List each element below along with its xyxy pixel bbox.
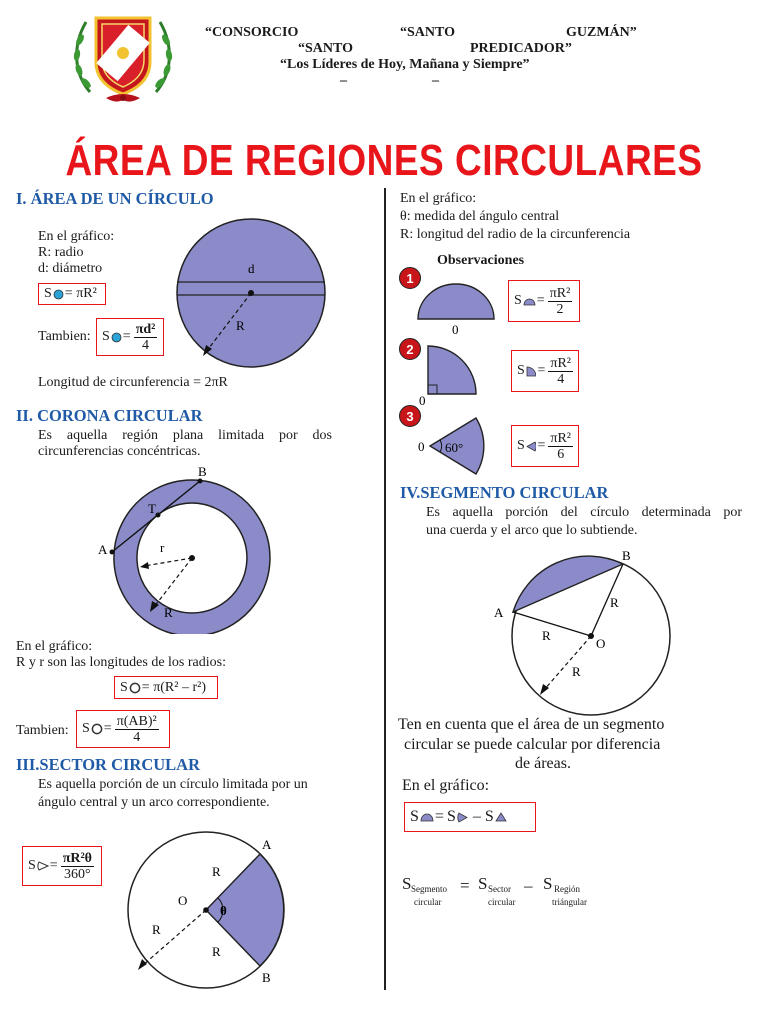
label-d: d bbox=[248, 261, 255, 276]
label-A: A bbox=[262, 837, 272, 852]
label-O: O bbox=[596, 636, 606, 651]
f2-numerator: π(AB)² bbox=[116, 713, 157, 729]
segment-difference-formula: S = S – S bbox=[404, 802, 536, 832]
circle-area-diameter-formula: S = $\frac{\text{πd²}}{4}$ bbox=[96, 318, 164, 356]
label-R-dashed: R bbox=[572, 664, 581, 679]
word-sub-circular-1: circular bbox=[414, 897, 442, 907]
word-sub-triangular: triángular bbox=[552, 897, 587, 907]
header-santo: “SANTO bbox=[400, 25, 455, 40]
semicircle-diagram bbox=[414, 282, 500, 338]
label-B: B bbox=[262, 970, 271, 985]
s4-desc-1: Es aquella porción del círculo determinada por bbox=[426, 505, 742, 520]
radius-definition: R: longitud del radio de la circunferencia bbox=[400, 227, 631, 242]
label-zero: 0 bbox=[418, 439, 425, 454]
word-sub-segmento: Segmento bbox=[411, 884, 447, 894]
label-zero: 0 bbox=[419, 393, 426, 406]
obs-1-denominator: 2 bbox=[556, 301, 564, 317]
label-B: B bbox=[198, 464, 207, 479]
s3-desc-2: ángulo central y un arco correspondiente. bbox=[38, 795, 270, 810]
header-consorcio: “CONSORCIO bbox=[205, 25, 299, 40]
obs-2-formula: S = $\frac{\text{πR²}}{4}$ bbox=[511, 350, 579, 392]
label-R: R bbox=[164, 605, 173, 620]
obs-3-formula: S = $\frac{\text{πR²}}{6}$ bbox=[511, 425, 579, 467]
right-en-grafico: En el gráfico: bbox=[400, 191, 477, 206]
annulus-formula-text: = π(R² – r²) bbox=[141, 679, 206, 695]
semicircle-icon bbox=[523, 297, 536, 306]
s4-en-grafico: En el gráfico: bbox=[402, 777, 490, 794]
radius-arrowhead bbox=[138, 959, 147, 970]
point-A bbox=[110, 550, 115, 555]
observaciones-heading: Observaciones bbox=[437, 253, 525, 268]
obs-3-numerator: πR² bbox=[550, 430, 571, 446]
label-A: A bbox=[98, 542, 108, 557]
quarter-circle-shape bbox=[428, 346, 476, 394]
semicircle-shape bbox=[418, 284, 494, 319]
header-predicador: PREDICADOR” bbox=[470, 41, 572, 56]
label-theta: θ bbox=[220, 903, 227, 918]
label-60: 60° bbox=[445, 440, 464, 455]
word-s1: S bbox=[402, 874, 412, 893]
s2-tambien: Tambien: bbox=[16, 723, 69, 738]
s1-longitud: Longitud de circunferencia = 2πR bbox=[38, 375, 228, 390]
word-sub-circular-2: circular bbox=[488, 897, 516, 907]
f2-numerator: πd² bbox=[135, 321, 156, 337]
annulus-area-formula: S = π(R² – r²) bbox=[114, 676, 218, 699]
sector-numerator: πR²θ bbox=[62, 850, 92, 866]
triangle-icon bbox=[495, 812, 507, 822]
sector-diagram bbox=[108, 830, 288, 990]
sector-denominator: 360° bbox=[64, 866, 91, 882]
label-O: O bbox=[178, 893, 188, 908]
page-title: ÁREA DE REGIONES CIRCULARES bbox=[65, 136, 703, 185]
header-dash-2: – bbox=[432, 73, 439, 88]
f2-denominator: 4 bbox=[133, 729, 141, 745]
word-s3: S bbox=[543, 874, 553, 893]
sector-icon bbox=[37, 860, 49, 872]
label-R-bottom: R bbox=[212, 944, 221, 959]
s2-desc-2: circunferencias concéntricas. bbox=[38, 444, 201, 459]
annulus-chord-formula: S = $\frac{\text{π(AB)²}}{4}$ bbox=[76, 710, 170, 748]
section-1-heading: I. ÁREA DE UN CÍRCULO bbox=[16, 189, 214, 208]
s1-tambien: Tambien: bbox=[38, 329, 91, 344]
word-sub-region: Región bbox=[554, 884, 580, 894]
inner-radius-arrowhead bbox=[140, 562, 149, 569]
note-line-1: Ten en cuenta que el área de un segmento bbox=[398, 716, 665, 733]
theta-definition: θ: medida del ángulo central bbox=[400, 209, 560, 224]
label-R-chord: R bbox=[610, 595, 619, 610]
point-T bbox=[156, 513, 161, 518]
obs-2-denominator: 4 bbox=[557, 371, 565, 387]
label-B: B bbox=[622, 548, 631, 563]
inner-radius-line bbox=[144, 558, 192, 566]
label-R-top: R bbox=[212, 864, 221, 879]
ring-icon bbox=[129, 682, 141, 694]
quarter-circle-diagram bbox=[416, 342, 488, 406]
word-minus: – bbox=[524, 876, 533, 895]
s2-en-grafico: En el gráfico: bbox=[16, 639, 93, 654]
segment-diagram bbox=[490, 542, 690, 718]
outer-radius-line bbox=[154, 558, 192, 607]
word-sub-sector: Sector bbox=[488, 884, 511, 894]
sector-icon bbox=[457, 812, 468, 823]
circle-icon bbox=[53, 289, 64, 300]
column-divider bbox=[384, 188, 386, 990]
circle-area-formula-text: = πR² bbox=[64, 286, 97, 301]
sixty-degree-sector-diagram bbox=[414, 412, 494, 476]
obs-1-numerator: πR² bbox=[549, 285, 571, 301]
obs-2-badge: 2 bbox=[399, 338, 421, 360]
label-R-left: R bbox=[152, 922, 161, 937]
quarter-circle-icon bbox=[526, 366, 537, 377]
point-B bbox=[198, 479, 203, 484]
header-guzman: GUZMÁN” bbox=[566, 25, 637, 40]
label-r: r bbox=[160, 540, 165, 555]
header-motto: “Los Líderes de Hoy, Mañana y Siempre” bbox=[280, 57, 530, 72]
note-line-2: circular se puede calcular por diferencia bbox=[404, 736, 661, 753]
obs-1-formula: S = $\frac{\text{πR²}}{2}$ bbox=[508, 280, 580, 322]
circle-area-formula: S = πR² bbox=[38, 283, 106, 305]
f2-denominator: 4 bbox=[142, 337, 150, 353]
ring-icon bbox=[91, 723, 103, 735]
s2-radios: R y r son las longitudes de los radios: bbox=[16, 655, 226, 670]
note-line-3: de áreas. bbox=[515, 755, 571, 772]
label-zero: 0 bbox=[452, 322, 459, 337]
obs-3-badge: 3 bbox=[399, 405, 421, 427]
section-2-heading: II. CORONA CIRCULAR bbox=[16, 406, 203, 425]
label-R-OA: R bbox=[542, 628, 551, 643]
header-santo-2: “SANTO bbox=[298, 41, 353, 56]
label-R: R bbox=[236, 318, 245, 333]
segment-icon bbox=[420, 813, 434, 822]
label-T: T bbox=[148, 501, 156, 516]
circle-icon bbox=[111, 332, 122, 343]
annulus-diagram bbox=[92, 462, 282, 634]
sector-area-formula: S = $\frac{\text{πR²θ}}{360^\circ}$ bbox=[22, 846, 102, 886]
s1-en-grafico: En el gráfico: bbox=[38, 229, 115, 244]
s1-diametro: d: diámetro bbox=[38, 261, 103, 276]
circle-diagram bbox=[170, 218, 332, 370]
header-dash-1: – bbox=[340, 73, 347, 88]
s1-radio: R: radio bbox=[38, 245, 84, 260]
obs-2-numerator: πR² bbox=[550, 355, 571, 371]
s2-desc-1: Es aquella región plana limitada por dos bbox=[38, 428, 332, 443]
label-A: A bbox=[494, 605, 504, 620]
word-s2: S bbox=[478, 874, 488, 893]
obs-1-badge: 1 bbox=[399, 267, 421, 289]
section-3-heading: III.SECTOR CIRCULAR bbox=[16, 755, 200, 774]
obs-3-denominator: 6 bbox=[557, 446, 565, 462]
section-4-heading: IV.SEGMENTO CIRCULAR bbox=[400, 483, 609, 502]
s4-desc-2: una cuerda y el arco que lo subtiende. bbox=[426, 523, 638, 538]
word-eq: = bbox=[460, 876, 470, 895]
sector-60-icon bbox=[526, 441, 537, 452]
s3-desc-1: Es aquella porción de un círculo limitada por un bbox=[38, 777, 308, 792]
school-logo bbox=[68, 10, 178, 106]
